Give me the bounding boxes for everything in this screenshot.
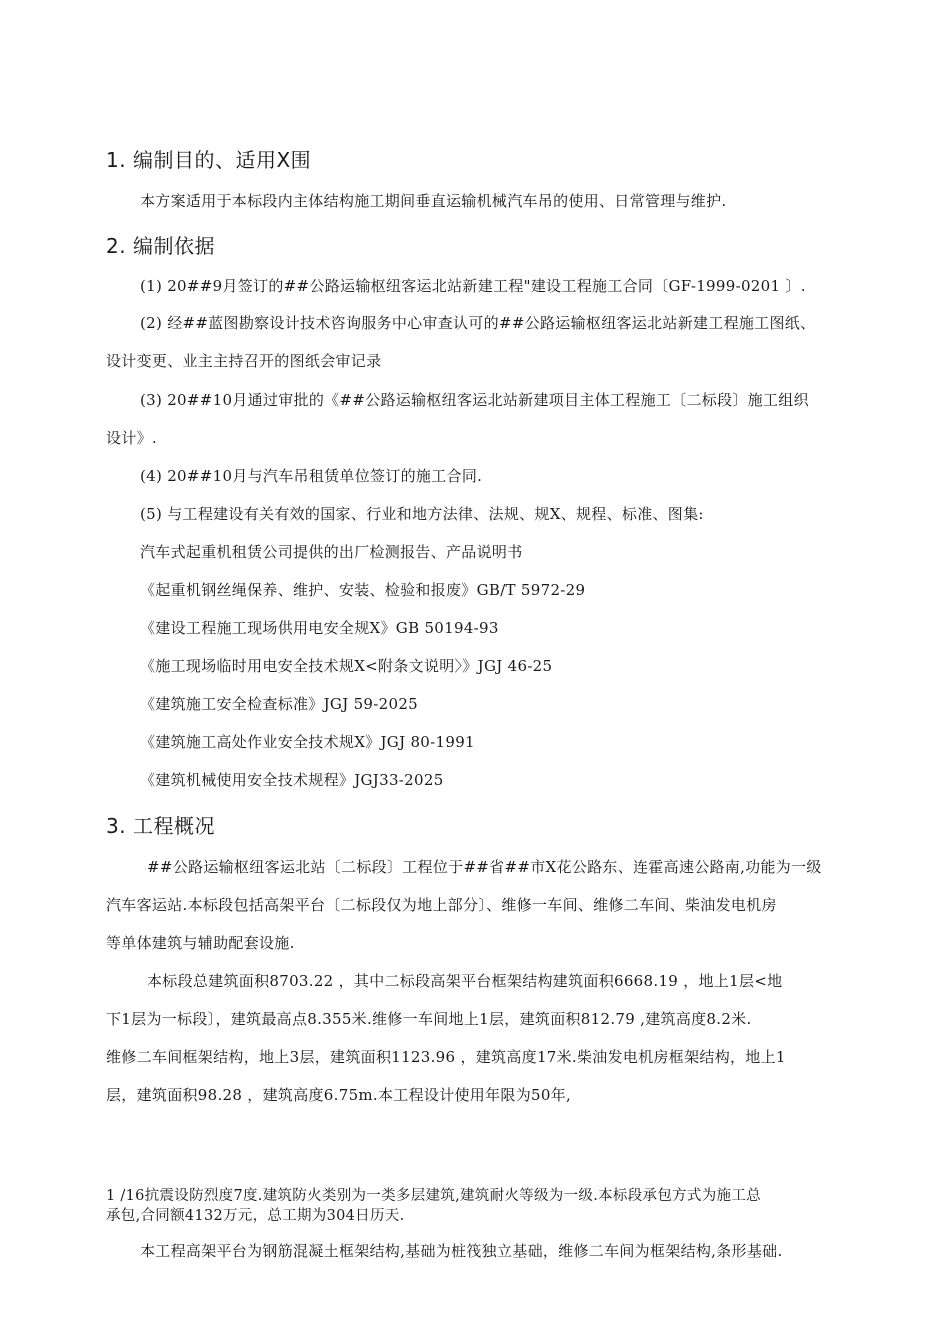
section-1-paragraph: 本方案适用于本标段内主体结构施工期间垂直运输机械汽车吊的使用、日常管理与维护.	[140, 192, 727, 210]
basis-item-5: (5) 与工程建设有关有效的国家、行业和地方法律、法规、规X、规程、标准、图集:	[140, 505, 704, 523]
reference-item: 《起重机钢丝绳保养、维护、安装、检验和报废》GB/T 5972-29	[140, 581, 586, 599]
basis-item-2-cont: 设计变更、业主主持召开的图纸会审记录	[106, 352, 382, 370]
basis-item-3-cont: 设计》.	[106, 429, 157, 447]
reference-item: 《建筑施工安全检查标准》JGJ 59-2025	[140, 695, 419, 713]
reference-item: 《建筑机械使用安全技术规程》JGJ33-2025	[140, 771, 444, 789]
reference-item: 《建筑施工高处作业安全技术规X》JGJ 80-1991	[140, 733, 475, 751]
section-2-heading: 2. 编制依据	[106, 234, 215, 258]
basis-item-1: (1) 20##9月签订的##公路运输枢纽客运北站新建工程"建设工程施工合同〔GF-1999-0201 〕.	[140, 277, 806, 295]
overview-paragraph-1-line: 汽车客运站.本标段包括高架平台〔二标段仅为地上部分〕、维修一车间、维修二车间、柴油发电机房	[106, 896, 777, 914]
overview-paragraph-3: 本工程高架平台为钢筋混凝土框架结构,基础为桩筏独立基础，维修二车间为框架结构,条形基础.	[140, 1242, 783, 1260]
basis-item-4: (4) 20##10月与汽车吊租赁单位签订的施工合同.	[140, 467, 483, 485]
page-number-line-cont: 承包,合同额4132万元，总工期为304日历天.	[106, 1208, 405, 1224]
page-number-line: 1 /16抗震设防烈度7度.建筑防火类别为一类多层建筑,建筑耐火等级为一级.本标段承包方式为施工总	[106, 1188, 761, 1204]
overview-paragraph-2-line: 层，建筑面积98.28 ，建筑高度6.75m.本工程设计使用年限为50年,	[106, 1086, 572, 1104]
basis-item-2: (2) 经##蓝图勘察设计技术咨询服务中心审查认可的##公路运输枢纽客运北站新建工程施工图纸、	[140, 314, 816, 332]
reference-item: 《建设工程施工现场供用电安全规X》GB 50194-93	[140, 619, 499, 637]
reference-item: 《施工现场临时用电安全技术规X<附条文说明〉》JGJ 46-25	[140, 657, 553, 675]
overview-paragraph-2-line: 维修二车间框架结构，地上3层，建筑面积1123.96 ，建筑高度17米.柴油发电机房框架结构，地上1	[106, 1048, 786, 1066]
overview-paragraph-1-line: 等单体建筑与辅助配套设施.	[106, 934, 295, 952]
reference-item: 汽车式起重机租赁公司提供的出厂检测报告、产品说明书	[140, 543, 523, 561]
overview-paragraph-2-line: 本标段总建筑面积8703.22 ，其中二标段高架平台框架结构建筑面积6668.19 ，地上1层<地	[147, 972, 783, 990]
overview-paragraph-2-line: 下1层为一标段〕，建筑最高点8.355米.维修一车间地上1层，建筑面积812.79 ,建筑高度8.2米.	[106, 1010, 752, 1028]
basis-item-3: (3) 20##10月通过审批的《##公路运输枢纽客运北站新建项目主体工程施工〔二标段〕施工组织	[140, 391, 809, 409]
section-1-heading: 1. 编制目的、适用X围	[106, 148, 312, 172]
overview-paragraph-1-line: ##公路运输枢纽客运北站〔二标段〕工程位于##省##市X花公路东、连霍高速公路南,功能为一级	[147, 858, 822, 876]
section-3-heading: 3. 工程概况	[106, 814, 215, 838]
